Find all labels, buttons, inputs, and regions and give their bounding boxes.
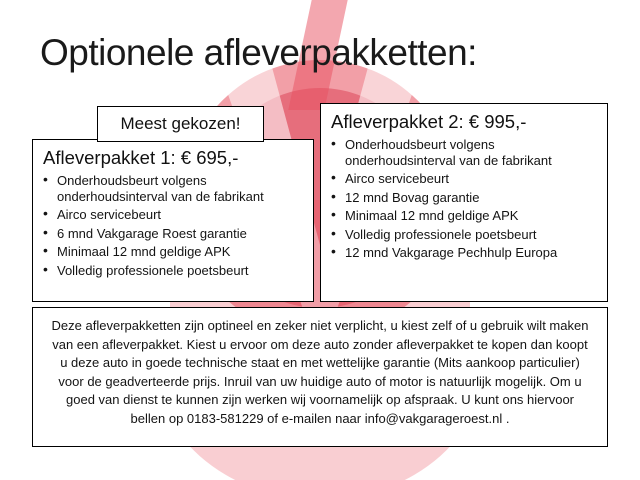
package-1-feature-list <box>41 173 305 278</box>
package-2-feature-list <box>329 137 599 261</box>
list-item: • 6 mnd Vakgarage Roest garantie <box>41 226 305 242</box>
list-item: • Volledig professionele poetsbeurt <box>329 227 599 243</box>
package-2-title: Afleverpakket 2: € 995,- <box>331 111 527 132</box>
package-card-1 <box>32 139 314 302</box>
package-card-2 <box>320 103 608 302</box>
disclaimer-text: Deze afleverpakketten zijn optineel en zeker niet verplicht, u kiest zelf of u gebruik wilt maken van een afleverpakket. Kiest u ervoor om deze auto zonder afleverpakket te kopen dan koopt u deze auto in goede technische staat en met wettelijke garantie (Mits aankoop particulier) voor de geadverteerde prijs. Inruil van uw huidige auto of motor is natuurlijk mogelijk. Om u goed van dienst te kunnen zijn werken wij voornamelijk op afspraak. U kunt ons hiervoor bellen op 0183-581229 of e-mailen naar info@vakgarageroest.nl . <box>32 307 608 447</box>
list-item: • Airco servicebeurt <box>41 207 305 223</box>
page-title: Optionele afleverpakketten: <box>40 32 477 73</box>
status-badge: Meest gekozen! <box>97 106 264 142</box>
package-1-title: Afleverpakket 1: € 695,- <box>43 147 239 168</box>
list-item: • Onderhoudsbeurt volgens onderhoudsinterval van de fabrikant <box>41 173 305 204</box>
list-item: • Minimaal 12 mnd geldige APK <box>329 208 599 224</box>
list-item: • Onderhoudsbeurt volgens onderhoudsinterval van de fabrikant <box>329 137 599 168</box>
list-item: • 12 mnd Vakgarage Pechhulp Europa <box>329 245 599 261</box>
list-item: • Minimaal 12 mnd geldige APK <box>41 244 305 260</box>
list-item: • Volledig professionele poetsbeurt <box>41 263 305 279</box>
list-item: • 12 mnd Bovag garantie <box>329 190 599 206</box>
list-item: • Airco servicebeurt <box>329 171 599 187</box>
